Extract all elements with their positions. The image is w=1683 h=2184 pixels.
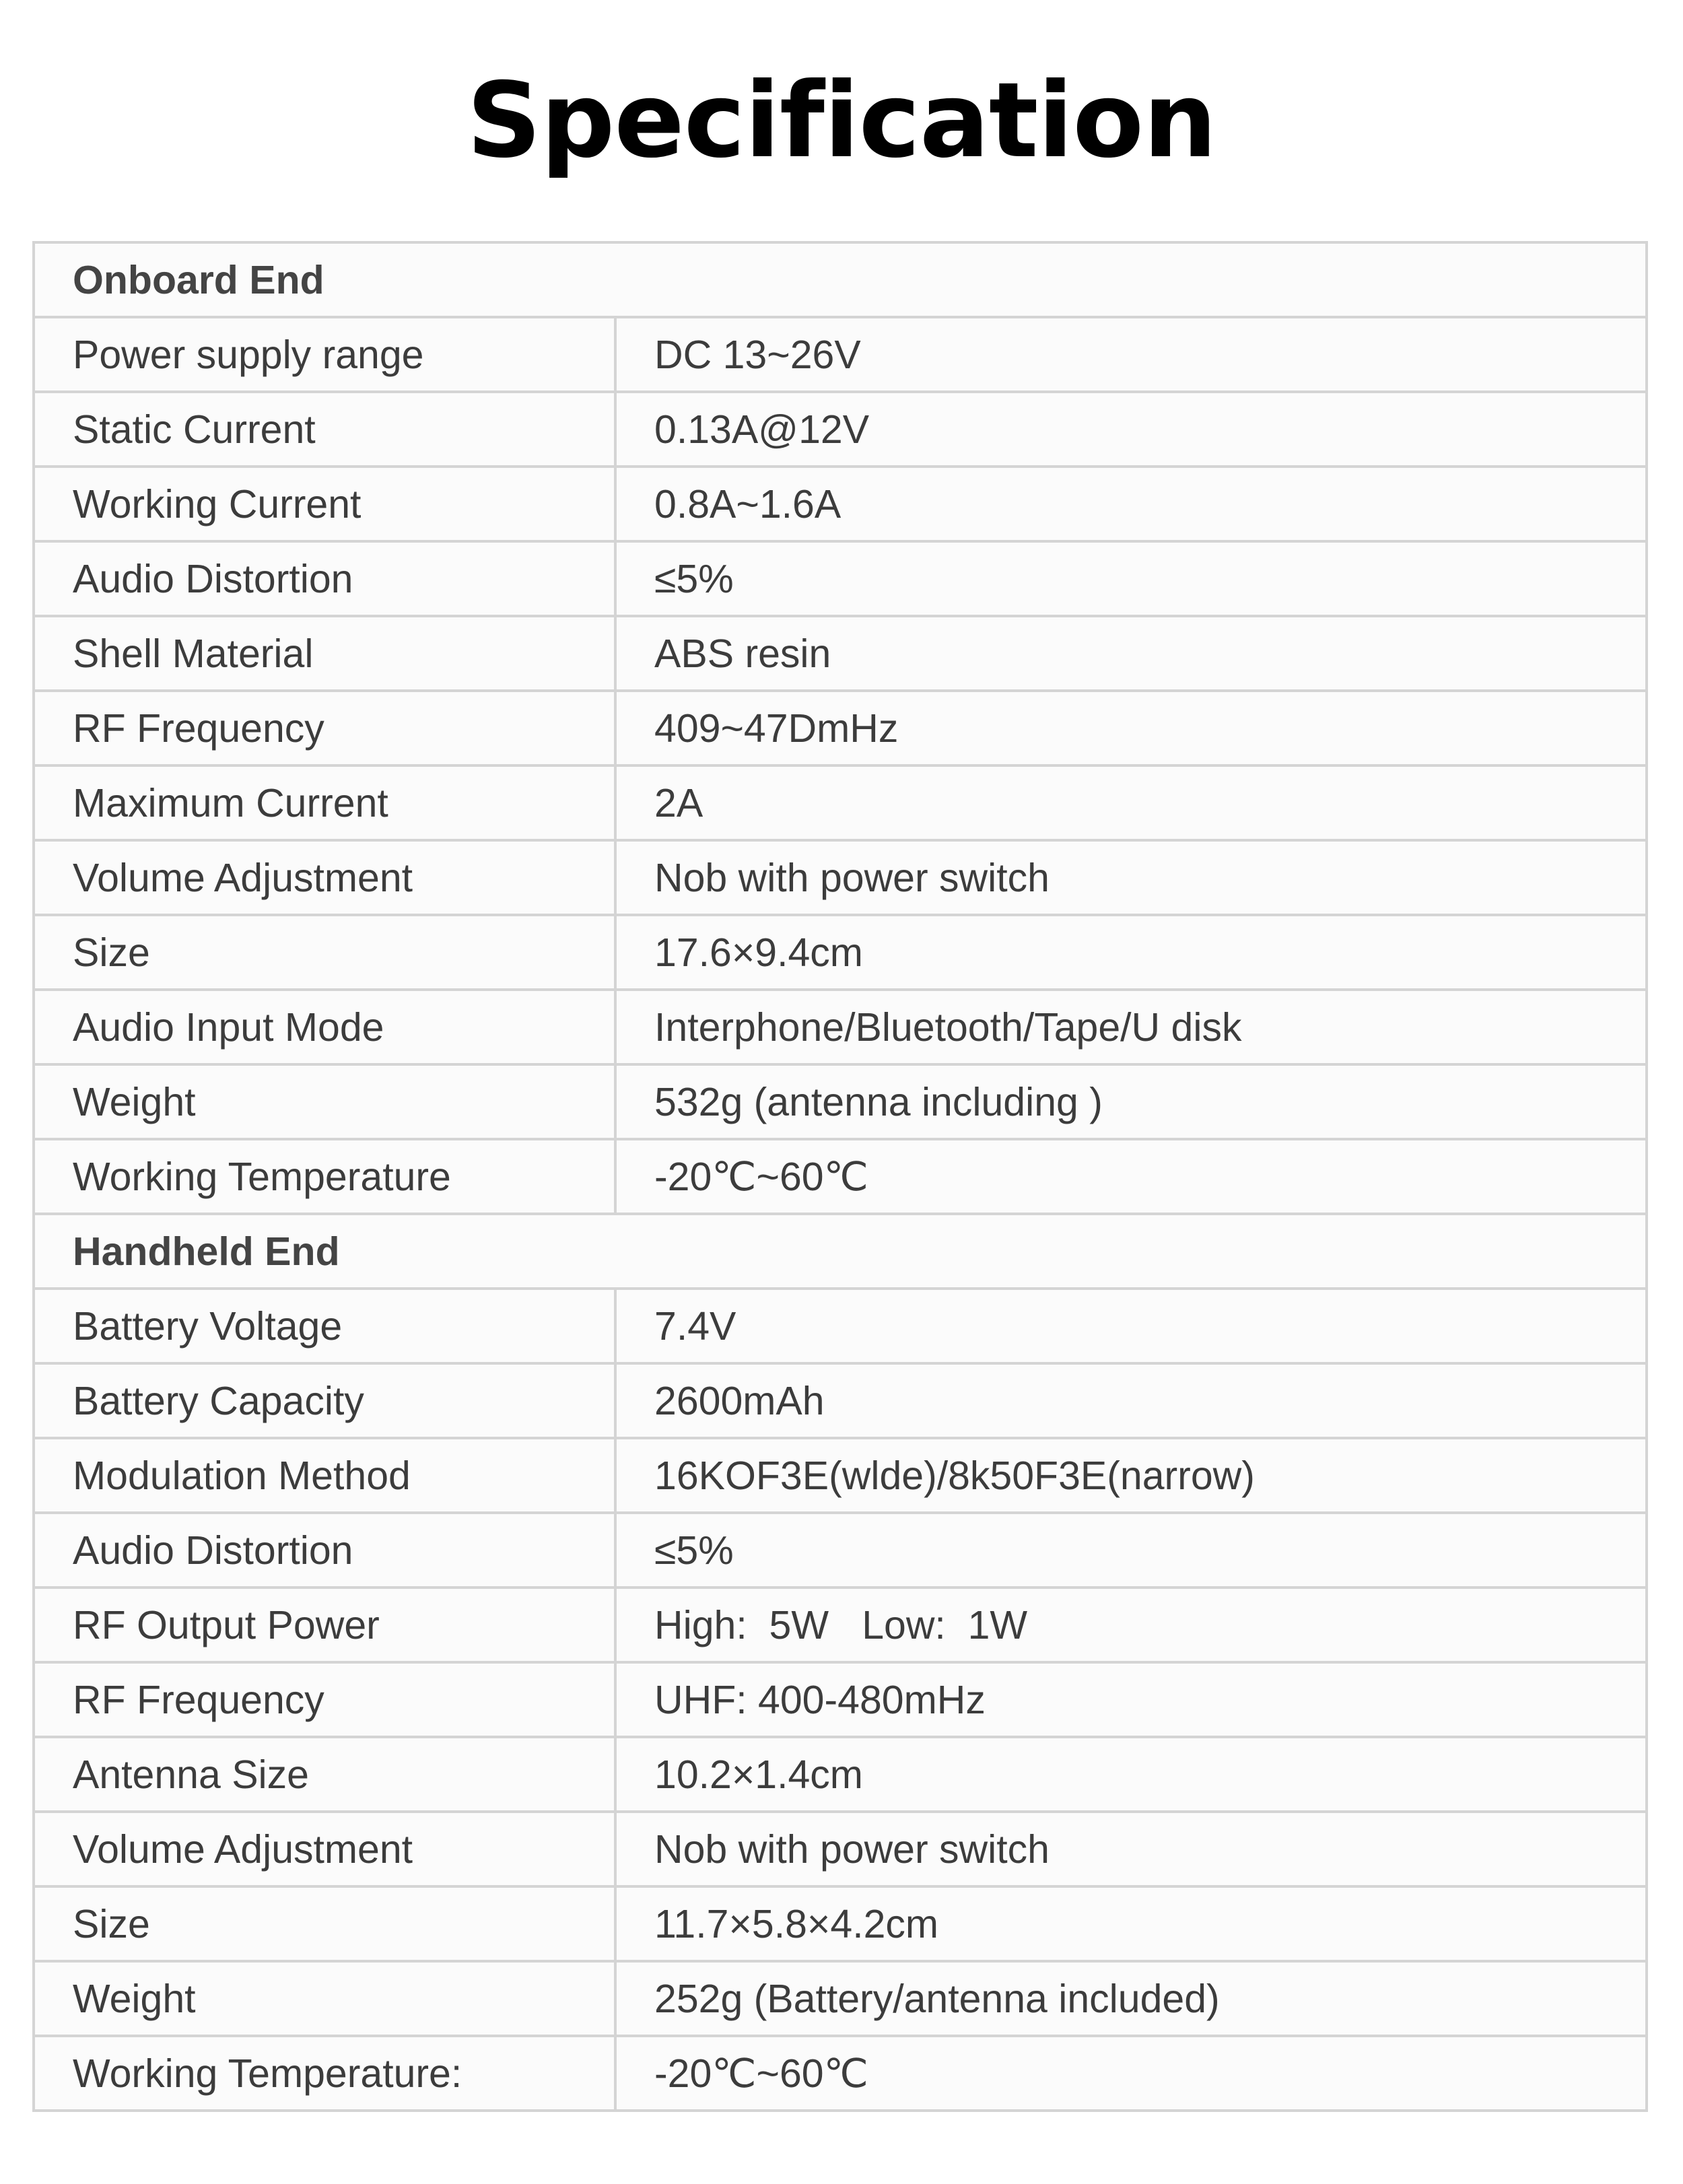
spec-value: 409~47DmHz [615, 691, 1647, 765]
spec-value: ≤5% [615, 541, 1647, 616]
spec-label: Size [34, 915, 615, 990]
spec-label: RF Frequency [34, 1662, 615, 1737]
table-row [34, 616, 1647, 691]
table-row [34, 1886, 1647, 1961]
spec-value: Nob with power switch [615, 840, 1647, 915]
spec-label: Working Temperature [34, 1139, 615, 1214]
spec-value: 10.2×1.4cm [615, 1737, 1647, 1812]
spec-label: Antenna Size [34, 1737, 615, 1812]
spec-label: Battery Voltage [34, 1289, 615, 1363]
spec-value: High: 5W Low: 1W [615, 1588, 1647, 1662]
spec-label: Shell Material [34, 616, 615, 691]
spec-value: -20℃~60℃ [615, 1139, 1647, 1214]
table-row [34, 392, 1647, 467]
spec-value: 2A [615, 765, 1647, 840]
spec-label: Weight [34, 1961, 615, 2036]
spec-label: Power supply range [34, 317, 615, 392]
spec-value: -20℃~60℃ [615, 2036, 1647, 2111]
section-header-row [34, 242, 1647, 317]
table-row [34, 1289, 1647, 1363]
page-title: Specification [467, 61, 1216, 181]
spec-label: RF Output Power [34, 1588, 615, 1662]
spec-value: ABS resin [615, 616, 1647, 691]
spec-label: Working Current [34, 467, 615, 541]
spec-value: 0.13A@12V [615, 392, 1647, 467]
spec-label: RF Frequency [34, 691, 615, 765]
table-row [34, 317, 1647, 392]
spec-label: Size [34, 1886, 615, 1961]
spec-value: 11.7×5.8×4.2cm [615, 1886, 1647, 1961]
spec-table-body [34, 242, 1647, 2111]
spec-value: 16KOF3E(wlde)/8k50F3E(narrow) [615, 1438, 1647, 1513]
table-row [34, 1513, 1647, 1588]
spec-value: 2600mAh [615, 1363, 1647, 1438]
spec-label: Static Current [34, 392, 615, 467]
spec-value: ≤5% [615, 1513, 1647, 1588]
section-heading: Onboard End [34, 242, 1647, 317]
spec-label: Maximum Current [34, 765, 615, 840]
table-row [34, 1961, 1647, 2036]
table-row [34, 1737, 1647, 1812]
spec-label: Audio Distortion [34, 541, 615, 616]
spec-value: 7.4V [615, 1289, 1647, 1363]
spec-value: Interphone/Bluetooth/Tape/U disk [615, 990, 1647, 1064]
table-row [34, 467, 1647, 541]
section-heading: Handheld End [34, 1214, 1647, 1289]
spec-label: Audio Distortion [34, 1513, 615, 1588]
table-row [34, 990, 1647, 1064]
spec-value: UHF: 400-480mHz [615, 1662, 1647, 1737]
table-row [34, 1438, 1647, 1513]
table-row [34, 1139, 1647, 1214]
spec-label: Volume Adjustment [34, 1812, 615, 1886]
spec-label: Weight [34, 1064, 615, 1139]
table-row [34, 1363, 1647, 1438]
spec-label: Volume Adjustment [34, 840, 615, 915]
table-row [34, 1588, 1647, 1662]
table-row [34, 915, 1647, 990]
table-row [34, 691, 1647, 765]
spec-table [32, 241, 1648, 2112]
table-row [34, 765, 1647, 840]
spec-label: Battery Capacity [34, 1363, 615, 1438]
table-row [34, 541, 1647, 616]
spec-label: Modulation Method [34, 1438, 615, 1513]
table-row [34, 2036, 1647, 2111]
spec-value: DC 13~26V [615, 317, 1647, 392]
spec-label: Working Temperature: [34, 2036, 615, 2111]
spec-value: 532g (antenna including ) [615, 1064, 1647, 1139]
table-row [34, 1812, 1647, 1886]
table-row [34, 1064, 1647, 1139]
section-header-row [34, 1214, 1647, 1289]
spec-value: 0.8A~1.6A [615, 467, 1647, 541]
spec-label: Audio Input Mode [34, 990, 615, 1064]
spec-value: 252g (Battery/antenna included) [615, 1961, 1647, 2036]
table-row [34, 840, 1647, 915]
spec-value: 17.6×9.4cm [615, 915, 1647, 990]
spec-value: Nob with power switch [615, 1812, 1647, 1886]
table-row [34, 1662, 1647, 1737]
